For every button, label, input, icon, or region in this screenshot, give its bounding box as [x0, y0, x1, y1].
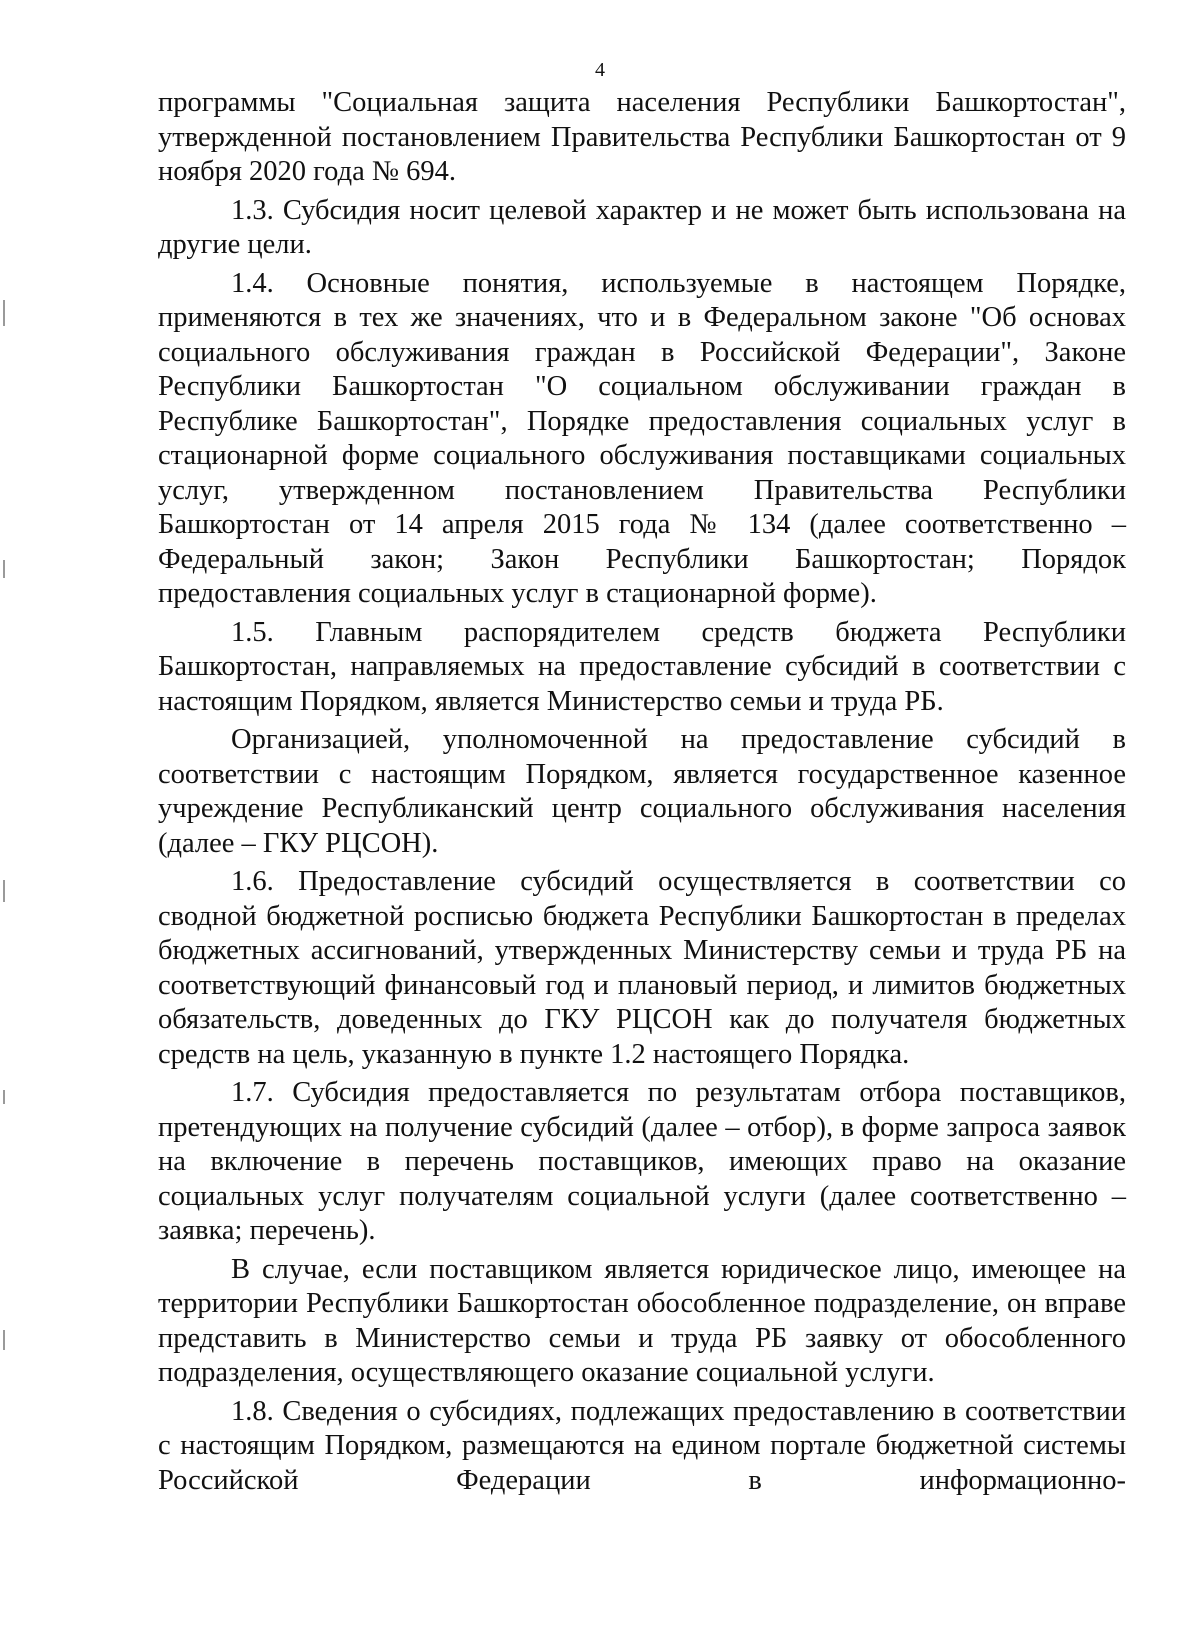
- paragraph-1-5: 1.5. Главным распорядителем средств бюджета Республики Башкортостан, направляемых на предоставление субсидий в соответствии с настоящим Порядком, является Министерство семьи и труда РБ.: [158, 616, 1126, 717]
- paragraph-1-8: 1.8. Сведения о субсидиях, подлежащих предоставлению в соответствии с настоящим Порядком, размещаются на едином портале бюджетной системы Российской Федерации в информационно-: [158, 1395, 1126, 1496]
- page-number: 4: [595, 59, 605, 81]
- scan-edge-mark: [3, 1090, 5, 1104]
- document-body: [158, 86, 1126, 1498]
- scan-edge-mark: [3, 560, 5, 578]
- paragraph-1-7: 1.7. Субсидия предоставляется по результатам отбора поставщиков, претендующих на получение субсидий (далее – отбор), в форме запроса заявок на включение в перечень поставщиков, имеющих право на оказание социальных услуг получателям социальной услуги (далее соответственно – заявка; перечень).: [158, 1077, 1126, 1246]
- scan-edge-mark: [3, 300, 5, 326]
- paragraph-organization: Организацией, уполномоченной на предоставление субсидий в соответствии с настоящим Порядком, является государственное казенное учреждение Республиканский центр социального обслуживания населения (далее – ГКУ РЦСОН).: [158, 724, 1126, 859]
- paragraph-separate-division: В случае, если поставщиком является юридическое лицо, имеющее на территории Республики Башкортостан обособленное подразделение, он вправе представить в Министерство семьи и труда РБ заявку от обособленного подразделения, осуществляющего оказание социальной услуги.: [158, 1253, 1126, 1388]
- paragraph-continuation: программы "Социальная защита населения Республики Башкортостан", утвержденной постановлением Правительства Республики Башкортостан от 9 ноября 2020 года № 694.: [158, 87, 1126, 187]
- scan-edge-mark: [3, 880, 5, 902]
- paragraph-1-4: 1.4. Основные понятия, используемые в настоящем Порядке, применяются в тех же значениях, что и в Федеральном законе "Об основах социального обслуживания граждан в Российской Федерации", Законе Республики Башкортостан "О социальном обслуживании граждан в Республике Башкортостан", Порядке предоставления социальных услуг в стационарной форме социального обслуживания поставщиками социальных услуг, утвержденном постановлением Правительства Республики Башкортостан от 14 апреля 2015 года № 134 (далее соответственно – Федеральный закон; Закон Республики Башкортостан; Порядок предоставления социальных услуг в стационарной форме).: [158, 267, 1126, 609]
- paragraph-1-3: 1.3. Субсидия носит целевой характер и не может быть использована на другие цели.: [158, 194, 1126, 260]
- scan-edge-mark: [3, 1330, 5, 1350]
- paragraph-1-6: 1.6. Предоставление субсидий осуществляется в соответствии со сводной бюджетной росписью бюджета Республики Башкортостан в пределах бюджетных ассигнований, утвержденных Министерству семьи и труда РБ на соответствующий финансовый год и плановый период, и лимитов бюджетных обязательств, доведенных до ГКУ РЦСОН как до получателя бюджетных средств на цель, указанную в пункте 1.2 настоящего Порядка.: [158, 866, 1126, 1070]
